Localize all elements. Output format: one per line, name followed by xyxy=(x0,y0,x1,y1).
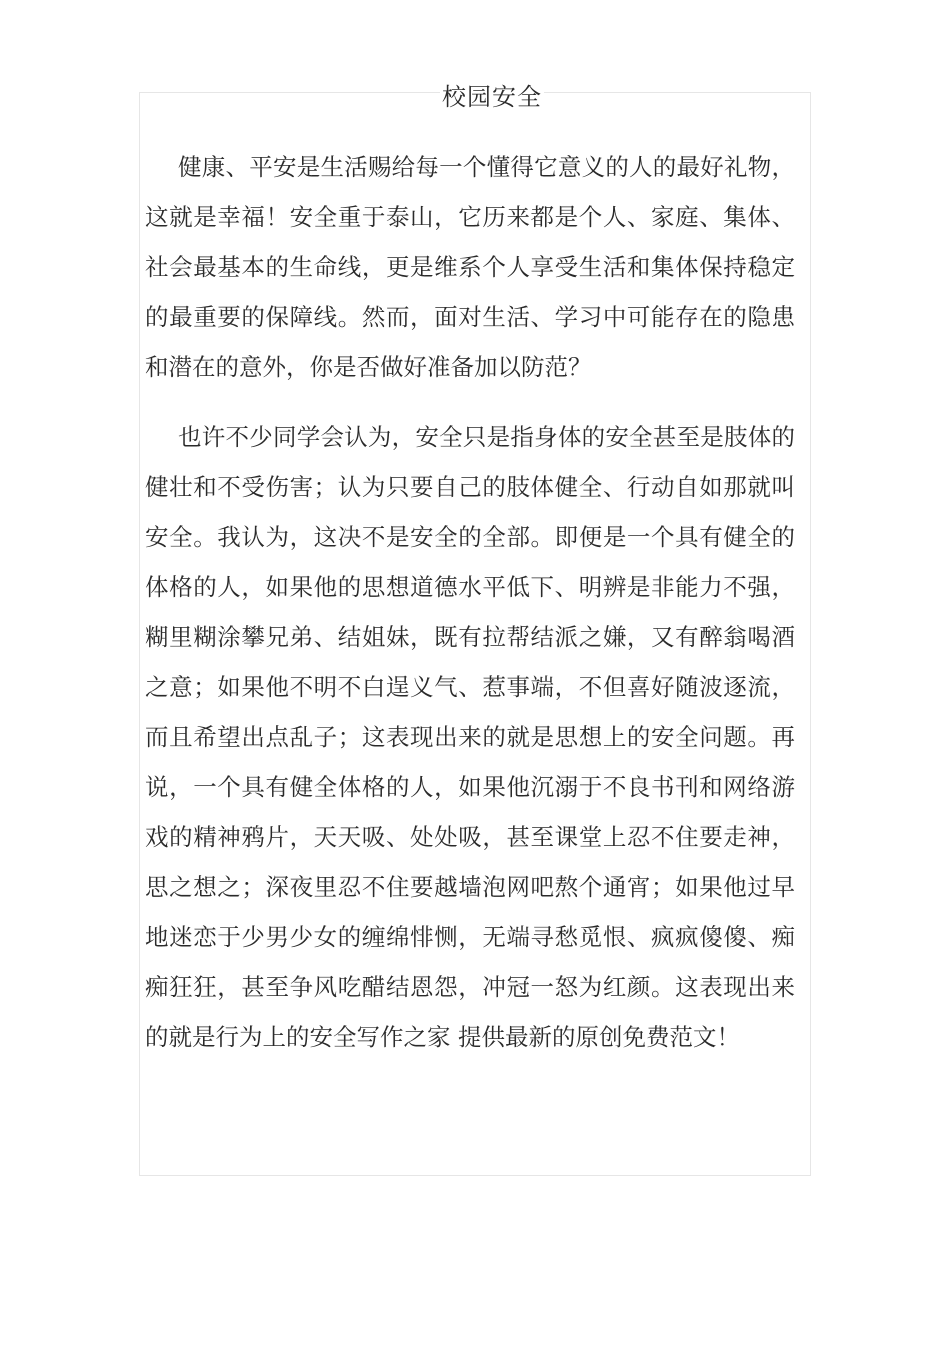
document-title-text: 校园安全 xyxy=(442,83,542,111)
document-title xyxy=(139,80,845,114)
paragraph-discussion: 也许不少同学会认为，安全只是指身体的安全甚至是肢体的健壮和不受伤害；认为只要自己的肢体健全、行动自如那就叫安全。我认为，这决不是安全的全部。即便是一个具有健全的体格的人，如果他的思想道德水平低下、明辨是非能力不强，糊里糊涂攀兄弟、结姐妹，既有拉帮结派之嫌，又有醉翁喝酒之意；如果他不明不白逞义气、惹事端，不但喜好随波逐流，而且希望出点乱子；这表现出来的就是思想上的安全问题。再说，一个具有健全体格的人，如果他沉溺于不良书刊和网络游戏的精神鸦片，天天吸、处处吸，甚至课堂上忍不住要走神，思之想之；深夜里忍不住要越墙泡网吧熬个通宵；如果他过早地迷恋于少男少女的缠绵悱恻，无端寻愁觅恨、疯疯傻傻、痴痴狂狂，甚至争风吃醋结恩怨，冲冠一怒为红颜。这表现出来的就是行为上的安全写作之家 提供最新的原创免费范文！ xyxy=(145,423,795,1051)
paragraph-intro: 健康、平安是生活赐给每一个懂得它意义的人的最好礼物，这就是幸福！安全重于泰山，它历来都是个人、家庭、集体、社会最基本的生命线，更是维系个人享受生活和集体保持稳定的最重要的保障线。然而，面对生活、学习中可能存在的隐患和潜在的意外，你是否做好准备加以防范？ xyxy=(145,153,795,381)
document-body xyxy=(145,142,795,1082)
